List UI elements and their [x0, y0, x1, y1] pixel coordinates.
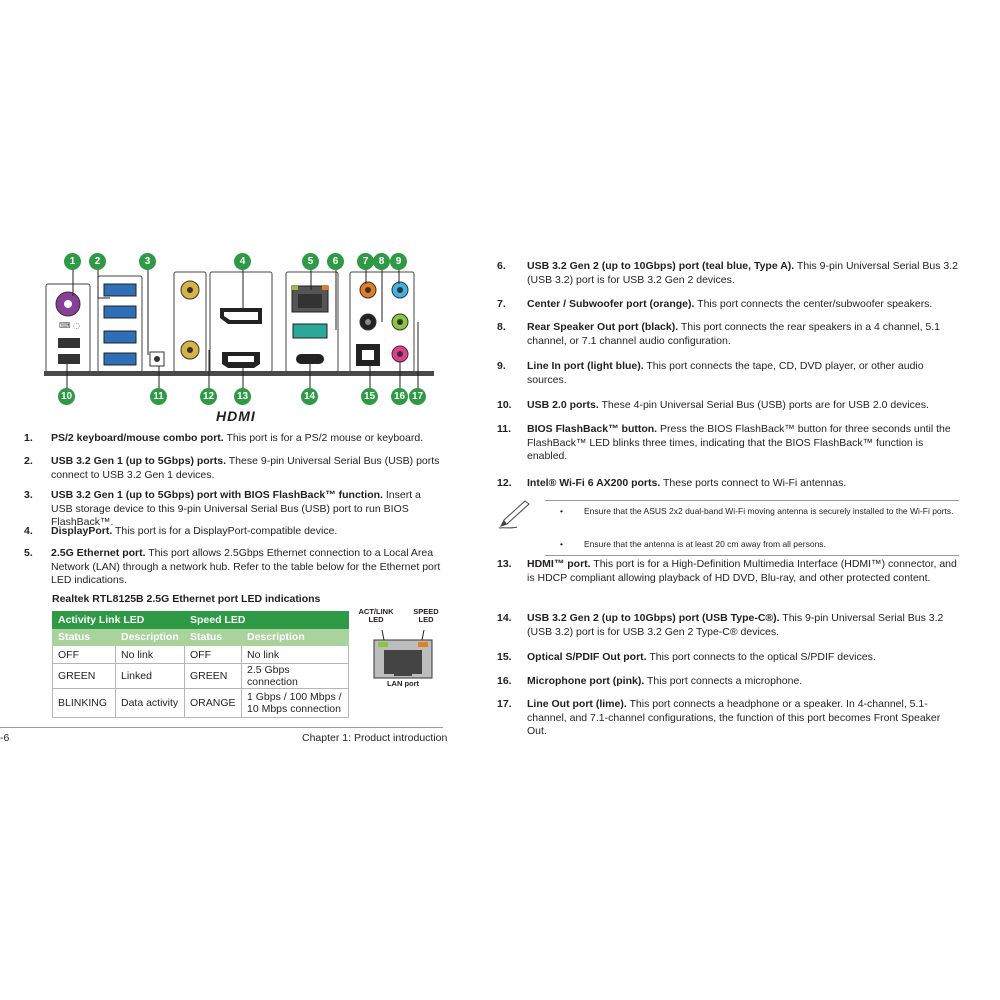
item-title: Optical S/PDIF Out port.: [527, 651, 647, 663]
item-text: This port allows 2.5Gbps Ethernet connection to a Local Area Network (LAN) through a network hub. Refer to the table below for the Ethernet port LED indications.: [51, 547, 441, 586]
item-number: 1.: [24, 432, 33, 444]
item-body: [527, 321, 959, 348]
table-header-row: [53, 629, 349, 646]
item-number: 5.: [24, 547, 33, 559]
usb32-gen1-port-icon: [104, 306, 136, 318]
usb20-port-icon: [58, 338, 80, 348]
pencil-note-icon: [497, 500, 533, 530]
page-number: -6: [0, 732, 10, 744]
item-title: USB 2.0 ports.: [527, 399, 599, 411]
lan-port-caption: LAN port: [386, 679, 420, 688]
item-text: This port connects the rear speakers in a 4 channel, 5.1 channel, or 7.1 channel audio configuration.: [527, 321, 941, 347]
table-cell: ORANGE: [185, 689, 242, 718]
chapter-title: Chapter 1: Product introduction: [302, 732, 448, 744]
item-title: USB 3.2 Gen 1 (up to 5Gbps) ports.: [51, 455, 227, 467]
item-text: Press the BIOS FlashBack™ button for three seconds until the FlashBack™ LED blinks three times, indicating that the BIOS FlashBack™ function is enabled.: [527, 423, 951, 462]
item-title: DisplayPort.: [51, 525, 113, 537]
item-body: [51, 455, 443, 482]
item-text: These 4-pin Universal Serial Bus (USB) ports are for USB 2.0 devices.: [598, 399, 929, 411]
table-cell: No link: [116, 646, 185, 664]
note-divider-bottom: [545, 555, 959, 556]
item-body: [527, 360, 959, 387]
callout-6: 6: [327, 253, 344, 270]
item-number: 14.: [497, 612, 512, 624]
item-number: 6.: [497, 260, 506, 272]
item-number: 12.: [497, 477, 512, 489]
item-body: [527, 558, 959, 585]
table-cell: No link: [242, 646, 349, 664]
item-number: 10.: [497, 399, 512, 411]
item-title: 2.5G Ethernet port.: [51, 547, 146, 559]
item-number: 2.: [24, 455, 33, 467]
item-body: [527, 298, 959, 312]
callout-8: 8: [373, 253, 390, 270]
item-body: [527, 399, 959, 413]
item-body: [51, 547, 443, 588]
item-number: 9.: [497, 360, 506, 372]
callout-16: 16: [391, 388, 408, 405]
callout-5: 5: [302, 253, 319, 270]
item-body: [527, 675, 959, 689]
table-group-header: Activity Link LED: [53, 612, 185, 629]
table-group-header-row: [53, 612, 349, 629]
note-text: Ensure that the antenna is at least 20 cm away from all persons.: [584, 539, 826, 549]
item-number: 7.: [497, 298, 506, 310]
item-title: Center / Subwoofer port (orange).: [527, 298, 695, 310]
item-text: This port connects to the optical S/PDIF devices.: [646, 651, 876, 663]
usb32-gen2-typea-icon: [293, 324, 327, 338]
item-title: Rear Speaker Out port (black).: [527, 321, 679, 333]
item-text: This port is for a High-Definition Multimedia Interface (HDMI™) connector, and is HDCP compliant allowing playback of HD DVD, Blu-ray, and other protected content.: [527, 558, 957, 584]
table-cell: Data activity: [116, 689, 185, 718]
item-body: [527, 477, 959, 491]
usb32-gen1-port-icon: [104, 331, 136, 343]
table-cell: BLINKING: [53, 689, 116, 718]
item-title: USB 3.2 Gen 2 (up to 10Gbps) port (teal blue, Type A).: [527, 260, 795, 272]
item-title: Line Out port (lime).: [527, 698, 627, 710]
item-title: HDMI™ port.: [527, 558, 591, 570]
table-cell: OFF: [53, 646, 116, 664]
item-text: This port connects the tape, CD, DVD player, or other audio sources.: [527, 360, 924, 386]
lan-port-figure: [352, 606, 452, 696]
table-row: [53, 664, 349, 689]
usb-typec-icon: [296, 354, 324, 364]
table-row: [53, 689, 349, 718]
item-text: This 9-pin Universal Serial Bus 3.2 (USB 3.2) port is for USB 3.2 Gen 2 Type-C® devices.: [527, 612, 944, 638]
note-divider-top: [545, 500, 959, 501]
callout-11: 11: [150, 388, 167, 405]
item-title: BIOS FlashBack™ button.: [527, 423, 658, 435]
item-title: Intel® Wi-Fi 6 AX200 ports.: [527, 477, 661, 489]
callout-2: 2: [89, 253, 106, 270]
item-body: [527, 612, 959, 639]
item-text: This port connects a headphone or a speaker. In 4-channel, 5.1-channel, and 7.1-channel configurations, the function of this port becomes Front Speaker Out.: [527, 698, 941, 737]
table-cell: Linked: [116, 664, 185, 689]
item-text: This port connects a microphone.: [644, 675, 803, 687]
item-text: This 9-pin Universal Serial Bus 3.2 (USB 3.2) port is for USB 3.2 Gen 2 devices.: [527, 260, 958, 286]
table-cell: OFF: [185, 646, 242, 664]
table-header: Description: [242, 629, 349, 646]
item-title: Line In port (light blue).: [527, 360, 644, 372]
item-body: [527, 651, 959, 665]
bullet-dot: •: [560, 539, 563, 549]
item-text: These 9-pin Universal Serial Bus (USB) ports connect to USB 3.2 Gen 1 devices.: [51, 455, 440, 481]
callout-13: 13: [234, 388, 251, 405]
item-body: [527, 260, 959, 287]
item-number: 17.: [497, 698, 512, 710]
callout-4: 4: [234, 253, 251, 270]
item-number: 8.: [497, 321, 506, 333]
callout-15: 15: [361, 388, 378, 405]
item-number: 3.: [24, 489, 33, 501]
item-body: [51, 432, 443, 446]
item-title: PS/2 keyboard/mouse combo port.: [51, 432, 224, 444]
table-cell: 2.5 Gbps connection: [242, 664, 349, 689]
table-row: [53, 646, 349, 664]
item-number: 16.: [497, 675, 512, 687]
led-table: [52, 611, 349, 718]
speed-led-label: SPEED LED: [413, 607, 439, 624]
item-number: 11.: [497, 423, 512, 435]
table-group-header: Speed LED: [185, 612, 349, 629]
table-cell: 1 Gbps / 100 Mbps / 10 Mbps connection: [242, 689, 349, 718]
item-number: 4.: [24, 525, 33, 537]
item-body: [527, 698, 959, 739]
item-text: Insert a USB storage device to this 9-pin Universal Serial Bus (USB) port to run BIOS FlashBack™.: [51, 489, 421, 528]
bullet-dot: •: [560, 506, 563, 516]
usb20-port-icon: [58, 354, 80, 364]
callout-7: 7: [357, 253, 374, 270]
callout-3: 3: [139, 253, 156, 270]
item-text: These ports connect to Wi-Fi antennas.: [660, 477, 847, 489]
item-number: 15.: [497, 651, 512, 663]
table-header: Status: [185, 629, 242, 646]
item-title: USB 3.2 Gen 1 (up to 5Gbps) port with BIOS FlashBack™ function.: [51, 489, 383, 501]
act-link-led-label: ACT/LINK LED: [358, 607, 394, 624]
usb32-gen1-port-icon: [104, 353, 136, 365]
item-body: [51, 489, 443, 530]
item-text: This port is for a DisplayPort-compatible device.: [112, 525, 338, 537]
callout-10: 10: [58, 388, 75, 405]
callout-17: 17: [409, 388, 426, 405]
usb32-gen1-port-icon: [104, 284, 136, 296]
note-text: Ensure that the ASUS 2x2 dual-band Wi-Fi moving antenna is securely installed to the Wi-Fi ports.: [584, 506, 954, 516]
callout-14: 14: [301, 388, 318, 405]
item-title: Microphone port (pink).: [527, 675, 645, 687]
table-cell: GREEN: [185, 664, 242, 689]
item-title: USB 3.2 Gen 2 (up to 10Gbps) port (USB Type-C®).: [527, 612, 780, 624]
footer-divider: [0, 727, 443, 728]
item-text: This port connects the center/subwoofer speakers.: [694, 298, 933, 310]
item-text: This port is for a PS/2 mouse or keyboard.: [223, 432, 424, 444]
table-header: Status: [53, 629, 116, 646]
callout-9: 9: [390, 253, 407, 270]
table-header: Description: [116, 629, 185, 646]
callout-1: 1: [64, 253, 81, 270]
table-cell: GREEN: [53, 664, 116, 689]
rear-panel-diagram: [0, 240, 460, 430]
item-number: 13.: [497, 558, 512, 570]
item-body: [527, 423, 959, 464]
callout-12: 12: [200, 388, 217, 405]
svg-text:⌨ ◌: ⌨ ◌: [59, 321, 81, 330]
led-table-title: Realtek RTL8125B 2.5G Ethernet port LED indications: [52, 593, 321, 605]
item-body: [51, 525, 443, 539]
hdmi-logo: HDMI: [216, 408, 256, 424]
lan-port-icon: [370, 630, 436, 680]
